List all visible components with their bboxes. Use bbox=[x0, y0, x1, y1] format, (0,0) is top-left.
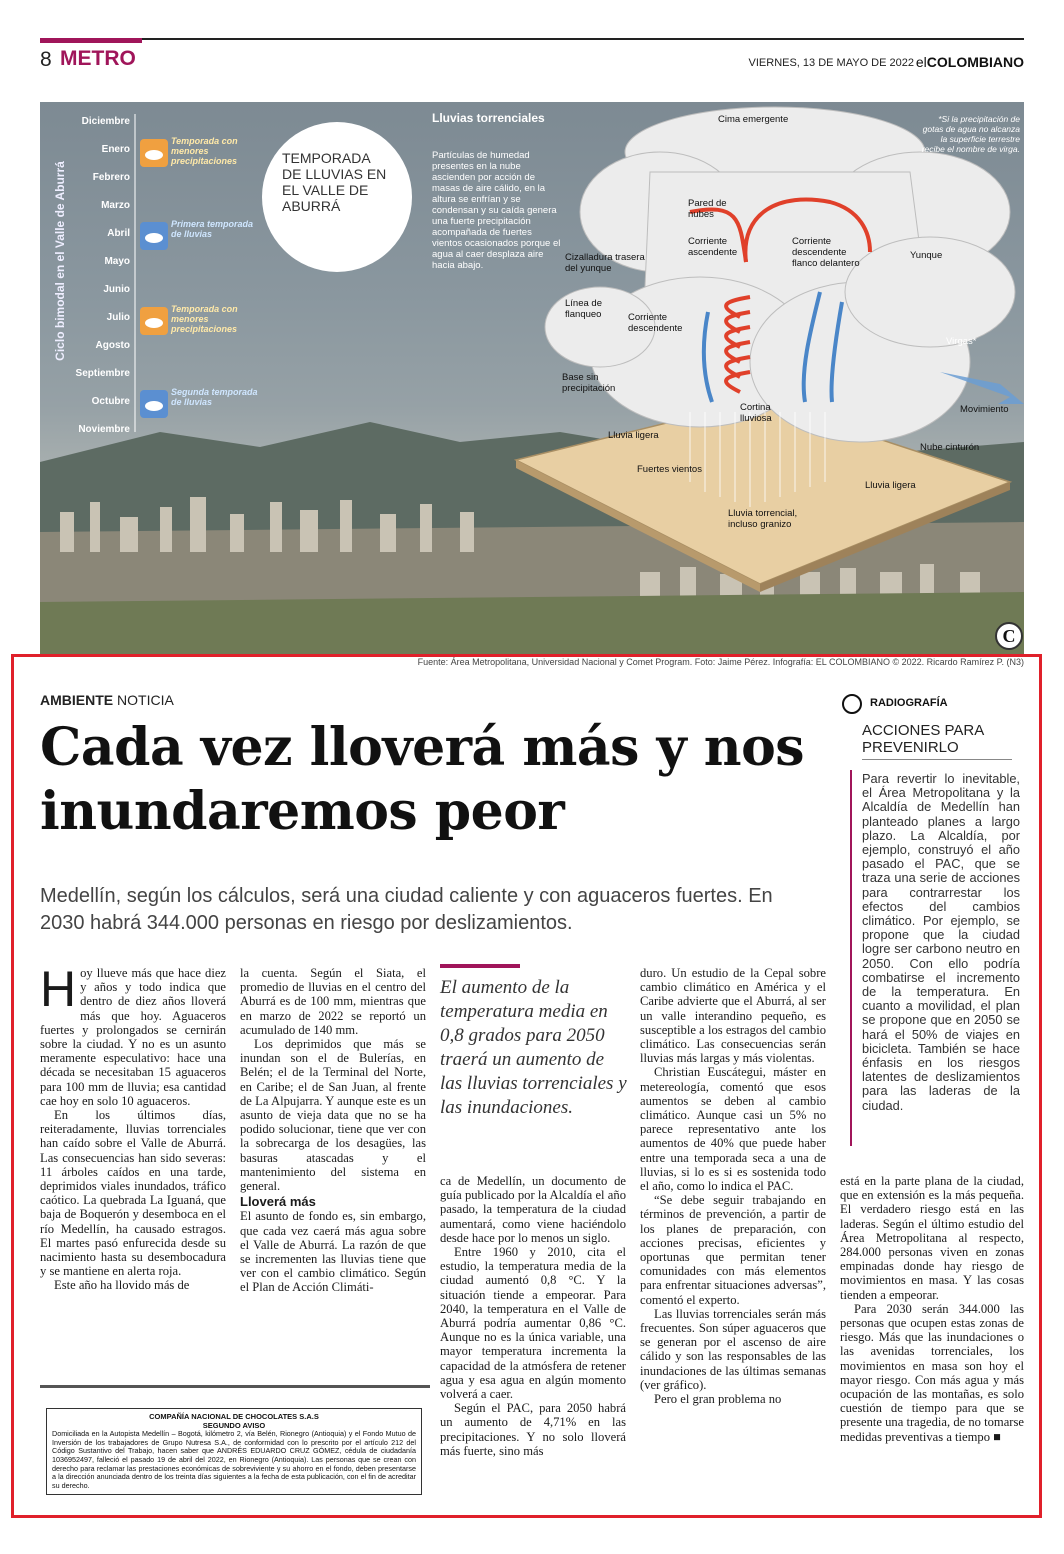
month-label: Mayo bbox=[104, 256, 130, 267]
label-lluvia-ligera-2: Lluvia ligera bbox=[865, 480, 916, 491]
label-torrencial: Lluvia torrencial, incluso granizo bbox=[728, 508, 798, 530]
month-label: Noviembre bbox=[78, 424, 130, 435]
infographic-title: TEMPORADA DE LLUVIAS EN EL VALLE DE ABURRÁ bbox=[282, 150, 387, 214]
paragraph: Christian Euscátegui, máster en metereología, comentó que esos aumentos se deben al cambio climático. Aunque casi un 5% no parece representativo ante los aumentos de 40% que puede haber entre una temporada seca a una de lluvias, si lo es si es sostenida todo el año, como lo indica el PAC. bbox=[640, 1065, 826, 1194]
drop-cap: H bbox=[40, 961, 77, 1017]
paragraph: En los últimos días, reiteradamente, lluvias torrenciales han caído sobre el Valle de Aburrá. Las consecuencias han sido severas: 11 árboles caídos en una tarde, deprimidos viales inundados, tráfico caótico. La quebrada La Iguaná, que baja de Boquerón y desemboca en el río Medellín, ha causado estragos. El martes pasó enfurecida desde su nacimiento hasta su desembocadura y se mantiene en alerta roja. bbox=[40, 1108, 226, 1279]
issue-date: VIERNES, 13 DE MAYO DE 2022 bbox=[748, 57, 914, 69]
paragraph: la cuenta. Según el Siata, el promedio de lluvias en el centro del Aburrá es de 100 mm, mientras que en marzo de 2022 se reportó un acumulado de 140 mm. bbox=[240, 966, 426, 1037]
brand-prefix: el bbox=[915, 54, 927, 70]
sidebar-body: Para revertir lo inevitable, el Área Metropolitana y la Alcaldía de Medellín han planteado planes a largo plazo. La Alcaldía, por ejemplo, construyó el año pasado el PAC, que se traza una serie de acciones para contrarrestar los efectos del cambios climático. Por ejemplo, se propone que la ciudad logre ser carbono neutro en 2050. Con ello podría combatirse el incremento de la temperatura. En cuanto a movilidad, el plan se propone que en 2050 se hará el 50% de viajes en bicicleta. También se hace énfasis en los riesgos latentes de deslizamientos para las laderas de la ciudad. bbox=[862, 771, 1020, 1113]
month-label: Enero bbox=[101, 144, 130, 155]
newspaper-logo-icon: C bbox=[995, 622, 1023, 650]
paragraph: ca de Medellín, un documento de guía publicado por la Alcaldía el año pasado, la temperatura de la ciudad aumentará, como viene haciéndolo desde hace por lo menos un siglo. bbox=[440, 1174, 626, 1245]
paragraph: “Se debe seguir trabajando en términos de prevención, a partir de los planes de preparación, con acciones precisas, eficientes y oportunas que permitan tener comunidades con más elementos para enfrentar situaciones adversas”, comentó el experto. bbox=[640, 1193, 826, 1307]
section-name: METRO bbox=[60, 47, 136, 70]
season-label: Temporada con menores precipitaciones bbox=[171, 304, 238, 334]
torrential-description: Partículas de humedad presentes en la nube ascienden por acción de masas de aire cálido, en la altura se enfrían y se condensan y su caída genera una fuerte precipitación acompañada de fuertes vientos ocasionados porque el agua al caer desplaza aire hacia abajo. bbox=[432, 150, 561, 271]
month-label: Septiembre bbox=[75, 368, 130, 379]
paragraph: El asunto de fondo es, sin embargo, que cada vez caerá más agua sobre el Valle de Aburrá. La razón de que se incrementen las lluvias tiene que ver con el cambio climático. Según el Plan de Acción Climáti- bbox=[240, 1209, 426, 1295]
infographic-source: Fuente: Área Metropolitana, Universidad Nacional y Comet Program. Foto: Jaime Pérez. Infografía: EL COLOMBIANO © 2022. Ricardo Ramírez P. (N3) bbox=[417, 657, 1024, 667]
section-accent-bar bbox=[40, 38, 142, 43]
foreground-trees bbox=[40, 592, 1024, 654]
cycle-axis bbox=[50, 114, 72, 424]
paragraph: Según el PAC, para 2050 habrá un aumento de 4,71% en las precipitaciones. Y no solo lloverá más fuerte, sino más bbox=[440, 1401, 626, 1458]
label-base: Base sin precipitación bbox=[562, 372, 616, 394]
label-lluvia-ligera: Lluvia ligera bbox=[608, 430, 659, 441]
sidebar-subtitle: ACCIONES PARA PREVENIRLO bbox=[862, 722, 1012, 760]
torrential-title: Lluvias torrenciales bbox=[432, 111, 545, 125]
pull-quote: El aumento de la temperatura media en 0,8 grados para 2050 traerá un aumento de las lluvias torrenciales y las inundaciones. bbox=[440, 977, 627, 1118]
notice-company: COMPAÑÍA NACIONAL DE CHOCOLATES S.A.S bbox=[149, 1412, 319, 1421]
notice-title: SEGUNDO AVISO bbox=[202, 1420, 266, 1430]
title-circle bbox=[262, 122, 412, 272]
label-descendente: Corriente descendente bbox=[628, 312, 683, 334]
article-headline: Cada vez lloverá más y nos inundaremos peor bbox=[40, 717, 805, 842]
subtitle: Lloverá más bbox=[240, 1194, 316, 1210]
paragraph: Pero el gran problema no bbox=[654, 1392, 782, 1407]
month-label: Febrero bbox=[92, 172, 130, 183]
notice-body: Domiciliada en la Autopista Medellín – Bogotá, kilómetro 2, vía Belén, Rionegro (Antioquia) y el Fondo Mutuo de Inversión de los trabajadores de Grupo Nutresa S.A., de conformidad con lo prescrito por el artículo 212 del Código Sustantivo del Trabajo, hacen saber que ANDRÉS EDUARDO CRUZ GÓMEZ, cédula de ciudadanía 1036952497, falleció el pasado 19 de abril del 2022, en Rionegro (Antioquia). Las personas que se crean con derecho para reclamar las prestaciones económicas de sobreviviente y su ahorro en el fondo, deben presentarse a la dirección anunciada dentro de los treinta días siguientes a la fecha de esta publicación, con el fin de acreditar su derecho. bbox=[52, 1429, 416, 1490]
paragraph: está en la parte plana de la ciudad, que en extensión es la más pequeña. El verdadero riesgo está en las laderas. Según el último estudio del Área Metropolitana al respecto, 284.000 personas viven en zonas empinadas donde hay riesgo de movimientos en masa. Y las cosas tienden a empeorar. bbox=[840, 1174, 1024, 1302]
magnifier-icon bbox=[842, 694, 862, 714]
kicker-type: NOTICIA bbox=[117, 692, 174, 708]
cycle-axis-label: Ciclo bimodal en el Valle de Aburrá bbox=[53, 161, 67, 361]
label-descendente-flanco: Corriente descendente flanco delantero bbox=[792, 236, 860, 269]
newspaper-brand bbox=[916, 54, 1024, 70]
paragraph: Los deprimidos que más se inundan son el de Bulerías, en Belén; el de la Terminal del Norte, en Caribe; el de San Juan, al frente de La Alpujarra. Y aunque este es un asunto de vieja data que no se ha podido solucionar, tiene que ver con la sobrecarga de los desagües, las basuras atascadas y el mantenimiento del sistema en general. bbox=[240, 1037, 426, 1194]
article-column-5 bbox=[840, 1174, 1024, 1444]
brand-name: COLOMBIANO bbox=[926, 54, 1024, 70]
article-kicker bbox=[40, 692, 174, 708]
label-ascendente: Corriente ascendente bbox=[688, 236, 738, 258]
virga-note: *Si la precipitación de gotas de agua no alcanza la superficie terrestre recibe el nombre de virga. bbox=[921, 114, 1020, 154]
sidebar-title: RADIOGRAFÍA bbox=[870, 697, 948, 709]
month-label: Junio bbox=[103, 284, 130, 295]
paragraph: duro. Un estudio de la Cepal sobre cambio climático en América y el Caribe advierte que el Aburrá, al ser un valle interandino pequeño, es susceptible a los estragos del cambio climático. Las consecuencias serán lluvias más largas y más violentas. bbox=[640, 966, 826, 1066]
article-column-2 bbox=[240, 966, 426, 1295]
notice-rule bbox=[40, 1385, 430, 1388]
season-label: Primera temporada de lluvias bbox=[171, 219, 254, 239]
label-movimiento: Movimiento bbox=[960, 404, 1009, 415]
paragraph: Este año ha llovido más de bbox=[54, 1278, 190, 1293]
legal-notice bbox=[46, 1408, 422, 1495]
paragraph: Entre 1960 y 2010, cita el estudio, la temperatura media de la ciudad aumentó 0,8 °C. Y la situación tiende a empeorar. Para 2040, la temperatura en el Valle de Aburrá podría aumentar 0,86 °C. Aunque no es la única variable, una mayor temperatura incrementa la capacidad de la atmósfera de retener agua y esa agua en algún momento volverá a caer. bbox=[440, 1245, 626, 1402]
label-virgas: Virgas* bbox=[946, 336, 977, 347]
article-column-1 bbox=[40, 961, 226, 1293]
season-label: Segunda temporada de lluvias bbox=[171, 387, 258, 407]
label-cizalladura: Cizalladura trasera del yunque bbox=[565, 252, 645, 274]
infographic bbox=[40, 102, 1024, 654]
page-number: 8 bbox=[40, 48, 52, 71]
label-flanqueo: Línea de flanqueo bbox=[565, 298, 602, 320]
label-cima: Cima emergente bbox=[718, 114, 789, 125]
page-header bbox=[40, 48, 1024, 74]
month-label: Abril bbox=[107, 228, 130, 239]
article-subhead: Medellín, según los cálculos, será una ciudad caliente y con aguaceros fuertes. En 2030 habrá 344.000 personas en riesgo por deslizamientos. bbox=[40, 885, 773, 934]
month-label: Octubre bbox=[91, 396, 130, 407]
label-cortina: Cortina lluviosa bbox=[740, 402, 772, 424]
label-nube-cinturon: Nube cinturón bbox=[920, 442, 980, 453]
paragraph: oy llueve más que hace diez y años y todo indica que dentro de diez años lloverá más que hoy. Aguaceros fuertes y prolongados se cernirán sobre la ciudad. Y no es un asunto meramente especulativo: hace una década se necesitaban 15 aguaceros para 100 mm de lluvia; esa cantidad cae hoy en solo 10 aguaceros. bbox=[40, 966, 226, 1108]
article-column-3 bbox=[440, 1174, 626, 1458]
article-column-4 bbox=[640, 966, 826, 1406]
label-pared: Pared de nubes bbox=[688, 198, 727, 220]
top-rule bbox=[40, 38, 1024, 40]
kicker-section: AMBIENTE bbox=[40, 692, 114, 708]
month-label: Marzo bbox=[101, 200, 130, 211]
pull-quote-bar bbox=[440, 964, 520, 968]
label-yunque: Yunque bbox=[910, 250, 943, 261]
paragraph: Para 2030 serán 344.000 las personas que ocupen estas zonas de riesgo. Más que las inundaciones o las avenidas torrenciales, los movimientos en masa son hoy el mayor riesgo. Con más agua y más ocupación de las montañas, es solo cuestión de tiempo para que se presente una tragedia, de no tomarse medidas preventivas a tiempo ■ bbox=[840, 1301, 1024, 1444]
month-label: Julio bbox=[106, 312, 130, 323]
label-fuertes-vientos: Fuertes vientos bbox=[637, 464, 702, 475]
paragraph: Las lluvias torrenciales serán más frecuentes. Son súper aguaceros que se generan por el ascenso de aire cálido y son las responsables de las inundaciones de las últimas semanas (ver gráfico). bbox=[640, 1306, 826, 1392]
season-label: Temporada con menores precipitaciones bbox=[171, 136, 238, 166]
month-label: Diciembre bbox=[81, 116, 130, 127]
month-label: Agosto bbox=[95, 340, 130, 351]
